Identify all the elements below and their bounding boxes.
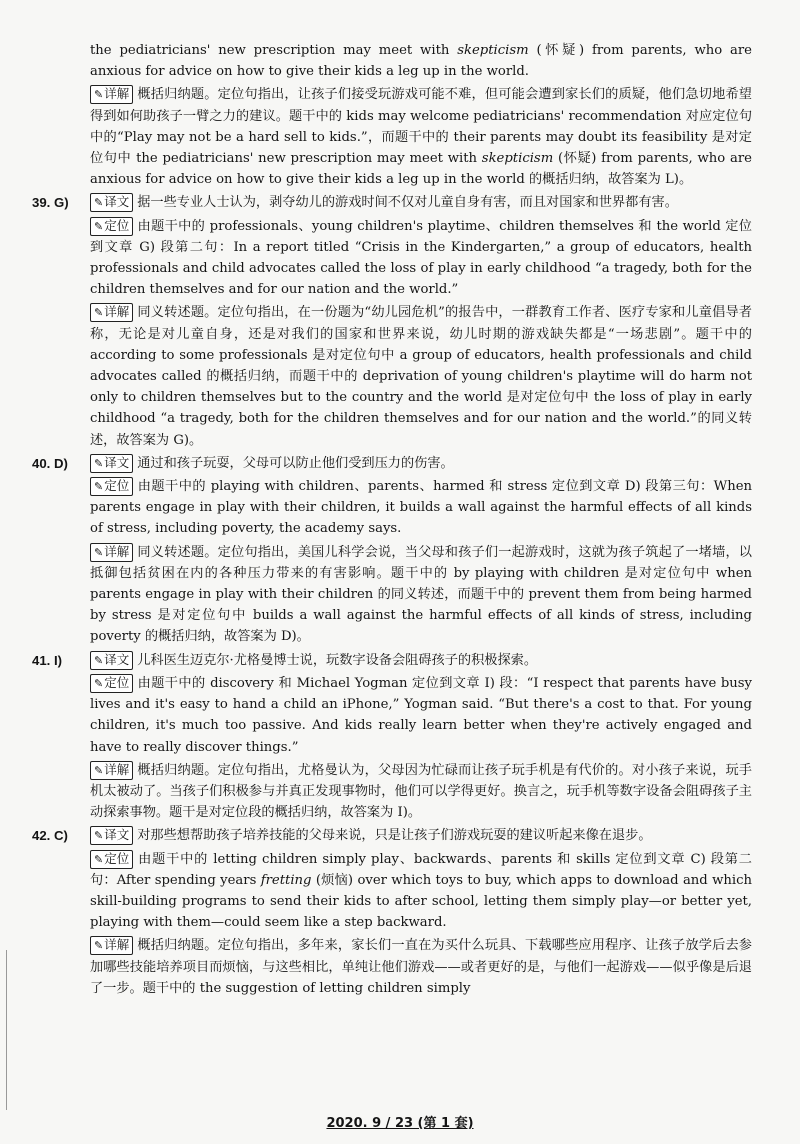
yiwen-tag — [90, 193, 133, 212]
question-number: 39. G) — [32, 195, 69, 211]
intro-text-a: the pediatricians' new prescription may meet with — [90, 43, 458, 58]
intro-detail-text-b: (怀疑) from parents, who are anxious for advice on how to give their kids a leg up in the world 的概括归纳，故答案为 L)。 — [90, 151, 752, 188]
tag-label: 译文 — [104, 194, 130, 210]
xiangjie-tag — [90, 85, 133, 104]
dingwei-em: fretting — [260, 872, 312, 888]
pencil-icon: ✎ — [94, 545, 104, 559]
dingwei-paragraph — [90, 216, 752, 301]
xiangjie-tag — [90, 303, 133, 322]
question-number: 42. C) — [32, 828, 68, 844]
pencil-icon: ✎ — [94, 852, 104, 866]
intro-paragraph — [32, 40, 752, 82]
binding-rule — [6, 950, 7, 1110]
yiwen-tag — [90, 826, 133, 845]
xiangjie-paragraph — [90, 935, 752, 999]
pencil-icon: ✎ — [94, 219, 104, 233]
yiwen-paragraph — [90, 453, 752, 474]
page-footer: 2020. 9 / 23 (第 1 套) — [326, 1116, 474, 1131]
xiangjie-tag — [90, 543, 133, 562]
yiwen-text: 儿科医生迈克尔·尤格曼博士说，玩数字设备会阻碍孩子的积极探索。 — [137, 652, 538, 668]
document-body — [32, 40, 752, 1001]
dingwei-tag — [90, 477, 133, 496]
tag-label: 定位 — [104, 674, 130, 690]
tag-label: 定位 — [104, 478, 130, 494]
pencil-icon: ✎ — [94, 829, 104, 843]
dingwei-text-b: (烦恼) over which toys to buy, which apps to download and which skill-building programs to send their kids to after school, letting them simply play—or better yet, playing with them—could seem like a step backward. — [90, 872, 752, 931]
yiwen-text: 据一些专业人士认为，剥夺幼儿的游戏时间不仅对儿童自身有害，而且对国家和世界都有害。 — [137, 195, 678, 211]
xiangjie-text: 概括归纳题。定位句指出，尤格曼认为，父母因为忙碌而让孩子玩手机是有代价的。对小孩子来说，玩手机太被动了。当孩子们积极参与并真正发现事物时，他们可以学得更好。换言之，玩手机等数字设备会阻碍孩子主动探索事物。题干是对定位段的概括归纳，故答案为 I)。 — [90, 762, 752, 821]
dingwei-text: 由题干中的 discovery 和 Michael Yogman 定位到文章 I) 段：“I respect that parents have busy lives and it's easy to hand a child an iPhone,” Yogman said. “But there's a cost to that. For young children, it's much too passive. And kids really learn better when they're actively engaged and have to really discover things.” — [90, 675, 752, 755]
question-body — [90, 650, 752, 826]
tag-label: 详解 — [104, 304, 130, 320]
intro-text-b: (怀疑) from parents, who are anxious for advice on how to give their kids a leg up in the world. — [90, 43, 752, 80]
pencil-icon: ✎ — [94, 480, 104, 494]
pencil-icon: ✎ — [94, 939, 104, 953]
dingwei-paragraph — [90, 673, 752, 758]
dingwei-text: 由题干中的 professionals、young children's playtime、children themselves 和 the world 定位到文章 G) 段第二句：In a report titled “Crisis in the Kindergarten,” a group of educators, health professionals and child advocates called the loss of play in early childhood “a tragedy, both for the children themselves and for our nation and the world.” — [90, 218, 752, 298]
xiangjie-paragraph — [90, 760, 752, 824]
question-42 — [32, 825, 752, 1001]
tag-label: 定位 — [104, 850, 130, 866]
question-number: 41. I) — [32, 652, 63, 668]
question-body — [90, 192, 752, 452]
dingwei-paragraph — [90, 476, 752, 540]
pencil-icon: ✎ — [94, 306, 104, 320]
tag-label: 译文 — [104, 651, 130, 667]
dingwei-paragraph — [90, 849, 752, 934]
dingwei-tag — [90, 674, 133, 693]
tag-label: 详解 — [104, 543, 130, 559]
pencil-icon: ✎ — [94, 653, 104, 667]
pencil-icon: ✎ — [94, 88, 104, 102]
pencil-icon: ✎ — [94, 196, 104, 210]
intro-detail-em: skepticism — [481, 151, 554, 167]
yiwen-text: 对那些想帮助孩子培养技能的父母来说，只是让孩子们游戏玩耍的建议听起来像在退步。 — [137, 828, 652, 844]
dingwei-text: 由题干中的 playing with children、parents、harmed 和 stress 定位到文章 D) 段第三句：When parents engage in play with their children, it builds a wall against the harmful effects of all kinds of stress, including poverty, the academy says. — [90, 479, 752, 537]
pencil-icon: ✎ — [94, 676, 104, 690]
question-body — [90, 453, 752, 650]
xiangjie-text: 同义转述题。定位句指出，在一份题为“幼儿园危机”的报告中，一群教育工作者、医疗专家和儿童倡导者称，无论是对儿童自身，还是对我们的国家和世界来说，幼儿时期的游戏缺失都是“一场悲剧”。题干中的 according to some professionals 是对定位句中 a group of educators, health professionals and child advocates called 的概括归纳，而题干中的 deprivation of young children's playtime will do harm not only to children themselves but to the country and the world 是对定位句中 the loss of play in early childhood “a tragedy, both for the children themselves and for our nation and the world.”的同义转述，故答案为 G)。 — [90, 305, 752, 448]
tag-label: 详解 — [104, 761, 130, 777]
yiwen-text: 通过和孩子玩耍，父母可以防止他们受到压力的伤害。 — [137, 455, 454, 471]
xiangjie-tag — [90, 761, 133, 780]
question-body — [90, 825, 752, 1001]
dingwei-tag — [90, 850, 133, 869]
pencil-icon: ✎ — [94, 763, 104, 777]
intro-skepticism: skepticism — [457, 43, 529, 58]
tag-label: 译文 — [104, 827, 130, 843]
tag-label: 译文 — [104, 454, 130, 470]
xiangjie-paragraph — [90, 542, 752, 648]
yiwen-paragraph — [90, 650, 752, 671]
xiangjie-tag — [90, 936, 133, 955]
dingwei-tag — [90, 217, 133, 236]
question-39 — [32, 192, 752, 452]
yiwen-paragraph — [90, 192, 752, 213]
question-number: 40. D) — [32, 455, 68, 471]
question-40 — [32, 453, 752, 650]
yiwen-paragraph — [90, 825, 752, 846]
xiangjie-text: 概括归纳题。定位句指出，多年来，家长们一直在为买什么玩具、下载哪些应用程序、让孩子放学后去参加哪些技能培养项目而烦恼，与这些相比，单纯让他们游戏——或者更好的是，与他们一起游戏——似乎像是后退了一步。题干中的 the suggestion of letting children simply — [90, 938, 752, 996]
xiangjie-paragraph — [90, 302, 752, 450]
dingwei-text-a: 由题干中的 letting children simply play、backwards、parents 和 skills 定位到文章 C) 段第二句：After spending years — [90, 851, 752, 888]
tag-label: 定位 — [104, 217, 130, 233]
intro-detail-text-a: 概括归纳题。定位句指出，让孩子们接受玩游戏可能不难，但可能会遭到家长们的质疑，他们急切地希望得到如何助孩子一臂之力的建议。题干中的 kids may welcome pediatricians' recommendation 对应定位句中的“Play may not be a hard sell to kids.”，而题干中的 their parents may doubt its feasibility 是对定位句中 the pediatricians' new prescription may meet with — [90, 87, 752, 167]
xiangjie-text: 同义转述题。定位句指出，美国儿科学会说，当父母和孩子们一起游戏时，这就为孩子筑起了一堵墙，以抵御包括贫困在内的各种压力带来的有害影响。题干中的 by playing with children 是对定位句中 when parents engage in play with their children 的同义转述，而题干中的 prevent them from being harmed by stress 是对定位句中 builds a wall against the harmful effects of all kinds of stress, including poverty 的概括归纳，故答案为 D)。 — [90, 544, 752, 645]
yiwen-tag — [90, 454, 133, 473]
tag-label: 详解 — [104, 86, 130, 102]
yiwen-tag — [90, 651, 133, 670]
question-41 — [32, 650, 752, 826]
tag-label: 详解 — [104, 937, 130, 953]
intro-detail — [32, 84, 752, 190]
pencil-icon: ✎ — [94, 456, 104, 470]
